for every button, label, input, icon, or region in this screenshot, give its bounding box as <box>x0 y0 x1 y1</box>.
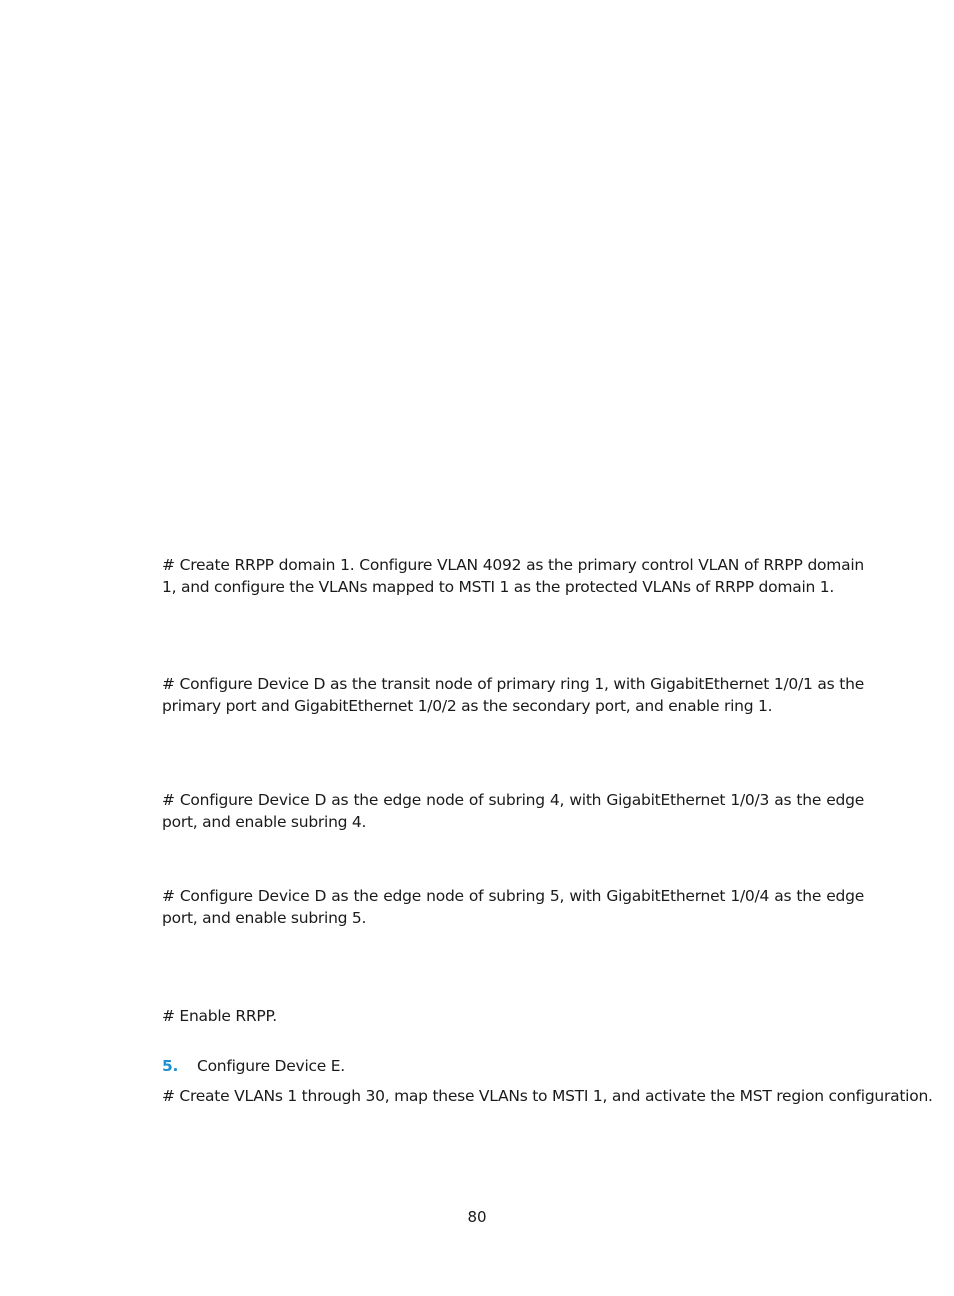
paragraph-create-rrpp-domain: # Create RRPP domain 1. Configure VLAN 4092 as the primary control VLAN of RRPP domain 1, and configure the VLANs mapped to MSTI 1 as the protected VLANs of RRPP domain 1. <box>162 556 864 596</box>
page-number: 80 <box>467 1208 487 1226</box>
step-label: Configure Device E. <box>197 1057 345 1075</box>
step-number: 5. <box>162 1057 179 1075</box>
step-configure-device-e <box>162 1056 345 1078</box>
paragraph-edge-node-subring-4: # Configure Device D as the edge node of subring 4, with GigabitEthernet 1/0/3 as the edge port, and enable subring 4. <box>162 791 864 831</box>
paragraph-create-vlans: # Create VLANs 1 through 30, map these VLANs to MSTI 1, and activate the MST region configuration. <box>162 1087 933 1105</box>
paragraph-transit-node-ring-1: # Configure Device D as the transit node of primary ring 1, with GigabitEthernet 1/0/1 as the primary port and GigabitEthernet 1/0/2 as the secondary port, and enable ring 1. <box>162 675 864 715</box>
paragraph-enable-rrpp: # Enable RRPP. <box>162 1007 277 1025</box>
paragraph-edge-node-subring-5: # Configure Device D as the edge node of subring 5, with GigabitEthernet 1/0/4 as the edge port, and enable subring 5. <box>162 887 864 927</box>
